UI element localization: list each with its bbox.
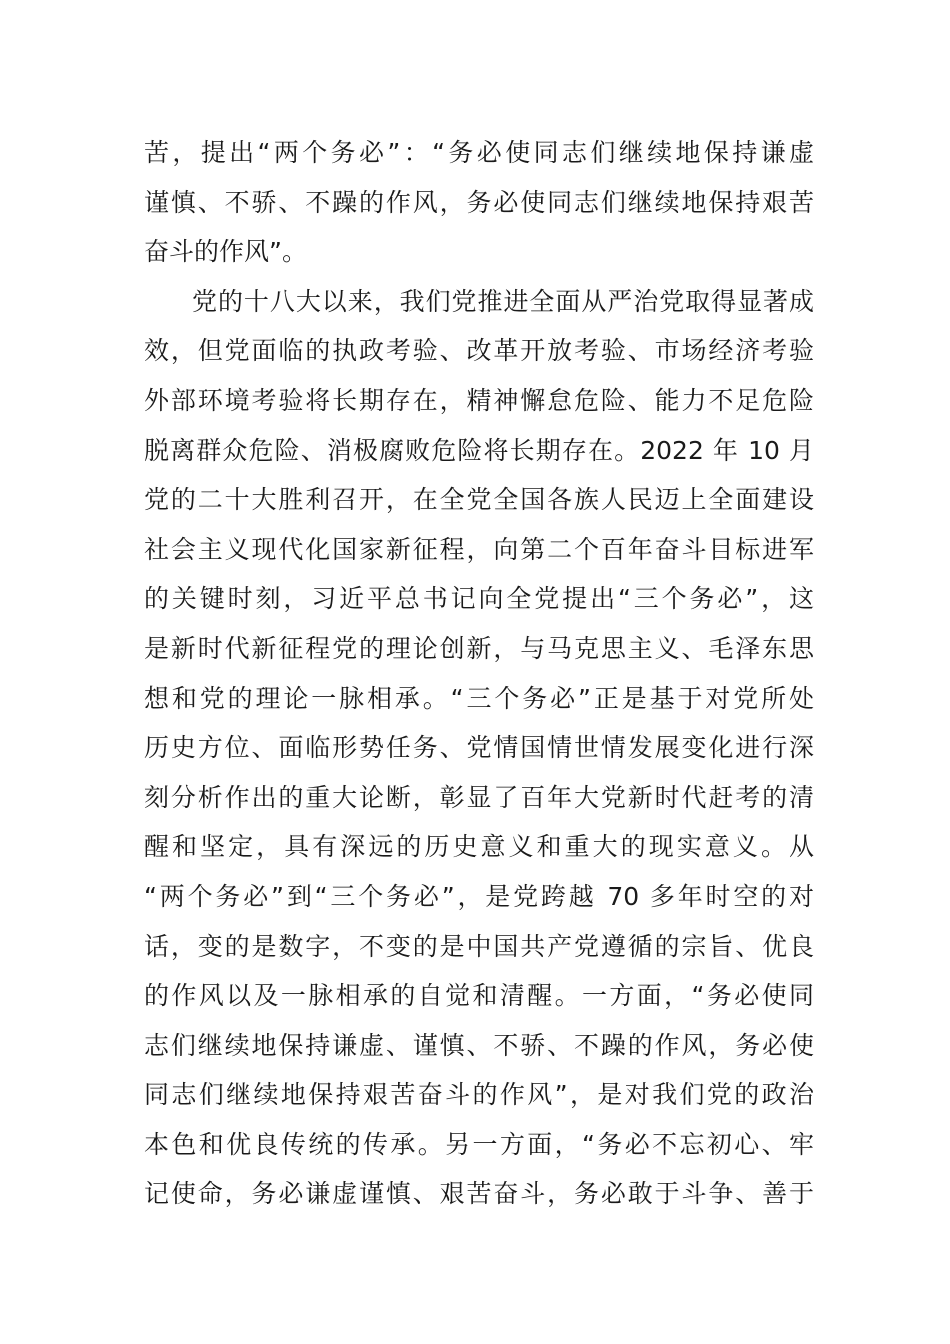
paragraph-end-line: 奋斗的作风”。 [144,237,307,267]
text-line: “两个务必”到“三个务必”，是党跨越 70 多年时空的对 [144,881,814,911]
body-text [144,128,814,1219]
text-line: 历史方位、面临形势任务、党情国情世情发展变化进行深 [144,733,814,763]
paragraph-start-line: 党的十八大以来，我们党推进全面从严治党取得显著成 [192,286,814,316]
text-line: 的关键时刻，习近平总书记向全党提出“三个务必”，这 [144,584,814,614]
text-line: 外部环境考验将长期存在，精神懈怠危险、能力不足危险 [144,385,814,415]
text-line: 效，但党面临的执政考验、改革开放考验、市场经济考验 [144,336,814,366]
text-line: 想和党的理论一脉相承。“三个务必”正是基于对党所处 [144,683,814,713]
text-line: 脱离群众危险、消极腐败危险将长期存在。2022 年 10 月 [144,435,814,465]
text-line: 是新时代新征程党的理论创新，与马克思主义、毛泽东思 [144,633,814,663]
text-line: 志们继续地保持谦虚、谨慎、不骄、不躁的作风，务必使 [144,1030,814,1060]
text-line: 刻分析作出的重大论断，彰显了百年大党新时代赶考的清 [144,782,814,812]
text-line: 醒和坚定，具有深远的历史意义和重大的现实意义。从 [144,832,814,862]
text-line: 党的二十大胜利召开，在全党全国各族人民迈上全面建设 [144,485,814,515]
text-line: 同志们继续地保持艰苦奋斗的作风”，是对我们党的政治 [144,1080,814,1110]
text-line: 社会主义现代化国家新征程，向第二个百年奋斗目标进军 [144,534,814,564]
text-line: 苦，提出“两个务必”：“务必使同志们继续地保持谦虚 [144,138,814,167]
text-line: 话，变的是数字，不变的是中国共产党遵循的宗旨、优良 [144,931,814,961]
text-line: 本色和优良传统的传承。另一方面，“务必不忘初心、牢 [144,1129,814,1159]
text-line: 记使命，务必谦虚谨慎、艰苦奋斗，务必敢于斗争、善于 [144,1179,814,1209]
text-line: 谨慎、不骄、不躁的作风，务必使同志们继续地保持艰苦 [144,187,814,217]
text-line: 的作风以及一脉相承的自觉和清醒。一方面，“务必使同 [144,981,814,1011]
